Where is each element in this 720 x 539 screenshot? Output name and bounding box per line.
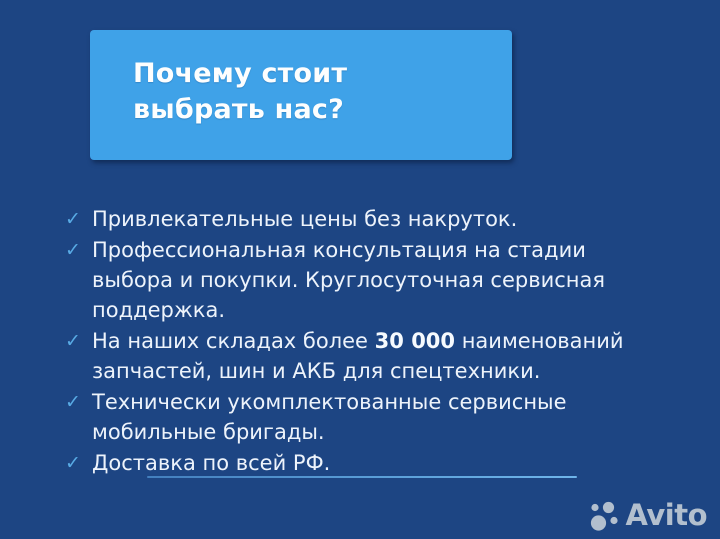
divider-line — [147, 476, 577, 478]
benefits-list — [63, 204, 663, 479]
bullet-text: Профессиональная консультация на стадии выбора и покупки. Круглосуточная сервисная поддержка. — [92, 238, 605, 322]
list-item — [63, 204, 663, 234]
list-item — [63, 387, 663, 447]
page-title — [133, 56, 512, 128]
bullet-text: Привлекательные цены без накруток. — [92, 207, 518, 231]
check-icon: ✓ — [65, 391, 81, 413]
check-icon: ✓ — [65, 208, 81, 230]
bullet-text-suffix: наименований запчастей, шин и АКБ для спецтехники. — [92, 329, 624, 383]
bullet-text-prefix: На наших складах более — [92, 329, 375, 353]
avito-wordmark: Avito — [625, 498, 707, 532]
header-box — [90, 30, 512, 160]
list-item — [63, 235, 663, 325]
bullet-text — [92, 326, 663, 386]
title-line-2: выбрать нас? — [133, 94, 344, 125]
bullet-text-bold: 30 000 — [374, 329, 456, 353]
title-line-1: Почему стоит — [133, 58, 348, 89]
list-item — [63, 326, 663, 386]
avito-dots-icon — [587, 497, 622, 534]
check-icon: ✓ — [65, 330, 81, 352]
check-icon: ✓ — [65, 452, 81, 474]
bullet-text: Технически укомплектованные сервисные мобильные бригады. — [92, 390, 567, 444]
check-icon: ✓ — [65, 239, 81, 261]
list-item — [63, 448, 663, 478]
bullet-text: Доставка по всей РФ. — [92, 451, 331, 475]
avito-logo — [587, 496, 707, 534]
